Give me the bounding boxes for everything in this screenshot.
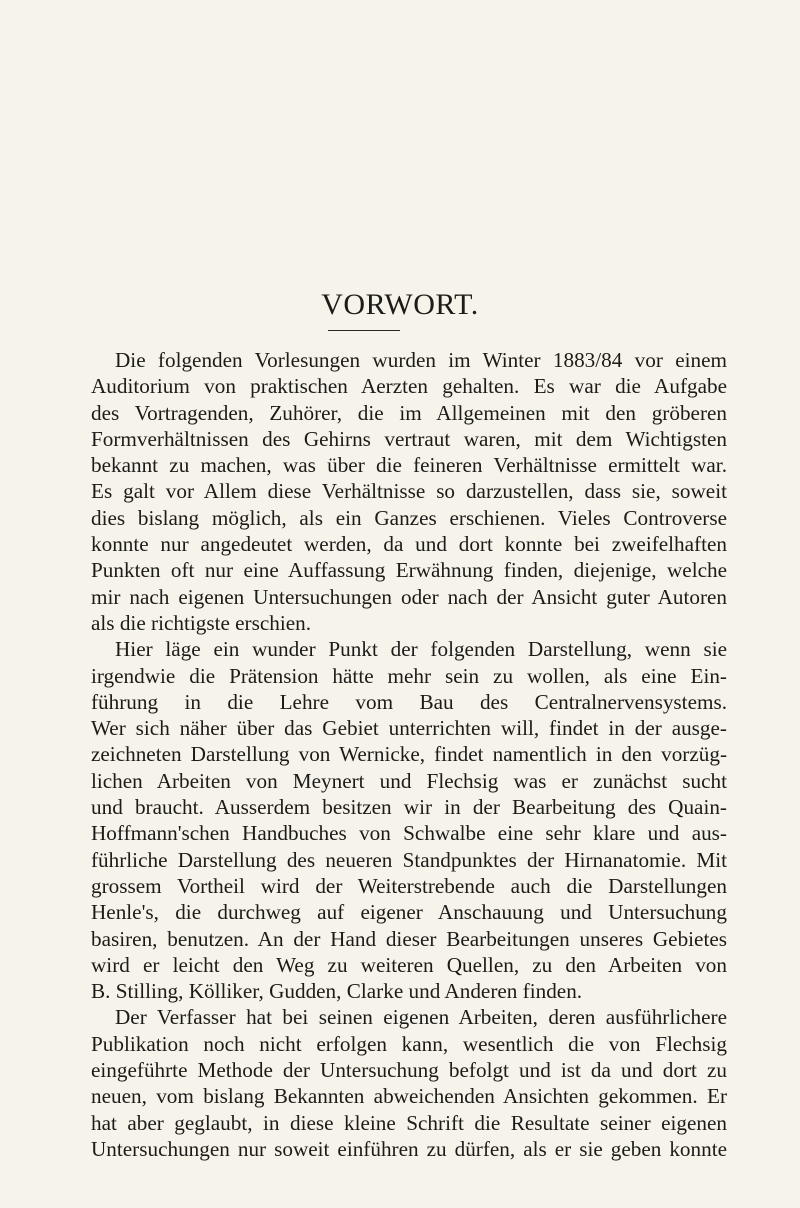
text-line: Wer sich näher über das Gebiet unterrichten will, findet in der ausge- (91, 716, 727, 741)
title-divider (328, 330, 400, 331)
text-line: Formverhältnissen des Gehirns vertraut waren, mit dem Wichtigsten (91, 426, 727, 451)
text-line: als die richtigste erschien. (91, 610, 312, 635)
preface-body (91, 347, 727, 1162)
text-line: lichen Arbeiten von Meynert und Flechsig was er zunächst sucht (91, 768, 727, 793)
text-line: Henle's, die durchweg auf eigener Anschauung und Untersuchung (91, 900, 727, 925)
text-line: konnte nur angedeutet werden, da und dort konnte bei zweifelhaften (91, 532, 727, 557)
text-line: führliche Darstellung des neueren Standpunktes der Hirnanatomie. Mit (91, 847, 727, 872)
text-line: Die folgenden Vorlesungen wurden im Winter 1883/84 vor einem (115, 348, 727, 372)
text-line: B. Stilling, Kölliker, Gudden, Clarke und Anderen finden. (91, 979, 583, 1004)
text-line: Hier läge ein wunder Punkt der folgenden Darstellung, wenn sie (115, 637, 727, 662)
text-line: des Vortragenden, Zuhörer, die im Allgemeinen mit den gröberen (91, 400, 727, 425)
text-line: Auditorium von praktischen Aerzten gehalten. Es war die Aufgabe (91, 374, 727, 399)
text-line: basiren, benutzen. An der Hand dieser Bearbeitungen unseres Gebietes (91, 926, 727, 951)
text-line: zeichneten Darstellung von Wernicke, findet namentlich in den vorzüg- (91, 742, 727, 767)
text-line: Hoffmann'schen Handbuches von Schwalbe eine sehr klare und aus- (91, 821, 727, 846)
page-title: VORWORT. (321, 288, 479, 321)
text-line: und braucht. Ausserdem besitzen wir in der Bearbeitung des Quain- (91, 795, 727, 820)
text-line: führung in die Lehre vom Bau des Centralnervensystems. (91, 689, 727, 714)
text-line: Publikation noch nicht erfolgen kann, wesentlich die von Flechsig (91, 1031, 727, 1056)
text-line: Punkten oft nur eine Auffassung Erwähnung finden, diejenige, welche (91, 558, 727, 583)
text-line: neuen, vom bislang Bekannten abweichenden Ansichten gekommen. Er (91, 1084, 727, 1109)
text-line: hat aber geglaubt, in diese kleine Schrift die Resultate seiner eigenen (91, 1110, 727, 1135)
text-line: dies bislang möglich, als ein Ganzes erschienen. Vieles Controverse (91, 505, 727, 530)
text-line: bekannt zu machen, was über die feineren Verhältnisse ermittelt war. (91, 453, 727, 478)
text-line: Der Verfasser hat bei seinen eigenen Arbeiten, deren ausführlichere (115, 1005, 727, 1030)
text-line: mir nach eigenen Untersuchungen oder nach der Ansicht guter Autoren (91, 584, 727, 609)
text-line: wird er leicht den Weg zu weiteren Quellen, zu den Arbeiten von (91, 952, 727, 977)
text-line: irgendwie die Prätension hätte mehr sein zu wollen, als eine Ein- (91, 663, 727, 688)
text-line: Es galt vor Allem diese Verhältnisse so darzustellen, dass sie, soweit (91, 479, 727, 504)
text-line: Untersuchungen nur soweit einführen zu dürfen, als er sie geben konnte (91, 1136, 727, 1161)
text-line: grossem Vortheil wird der Weiterstrebende auch die Darstellungen (91, 873, 727, 898)
text-line: eingeführte Methode der Untersuchung befolgt und ist da und dort zu (91, 1058, 727, 1083)
